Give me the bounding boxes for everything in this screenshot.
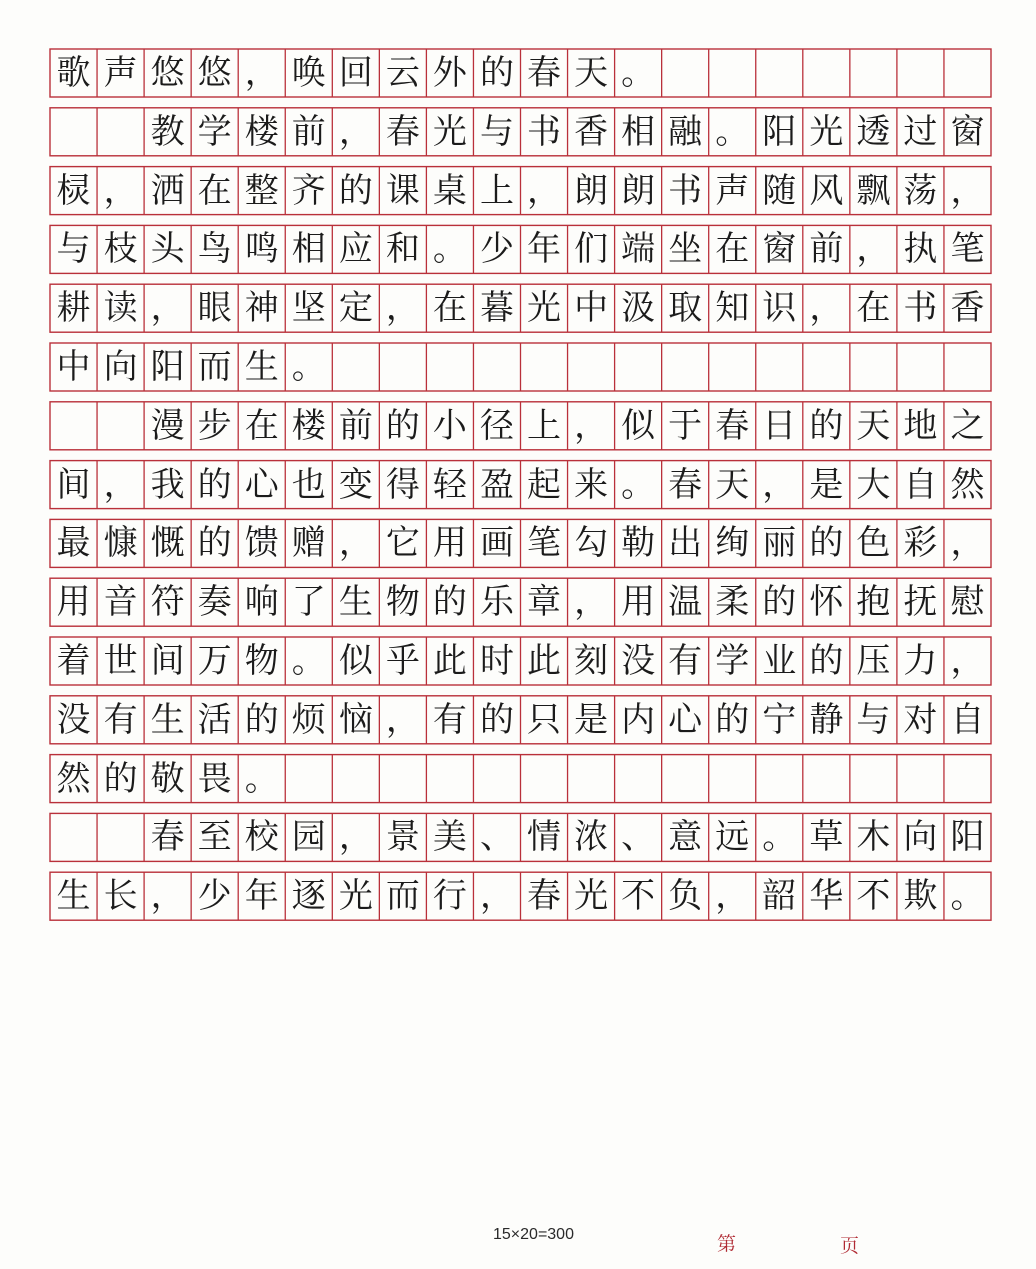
- essay-char: 它: [385, 523, 420, 564]
- essay-char: 的: [244, 699, 279, 740]
- essay-char: 色: [856, 523, 891, 564]
- essay-char: 小: [432, 405, 467, 446]
- essay-char: 刻: [574, 641, 609, 681]
- essay-char: 此: [527, 641, 562, 681]
- essay-char: 窗: [950, 111, 985, 152]
- essay-char: 在: [197, 170, 232, 211]
- essay-char: 光: [338, 876, 373, 917]
- essay-char: 来: [574, 464, 609, 505]
- essay-char: 奏: [197, 582, 232, 623]
- essay-char: 不: [856, 876, 891, 917]
- essay-char: 也: [291, 464, 326, 505]
- essay-char: 唤: [291, 53, 326, 93]
- essay-char: 取: [668, 288, 703, 329]
- essay-char: 与: [56, 229, 91, 270]
- essay-char: 物: [244, 641, 279, 681]
- essay-char: 变: [338, 464, 373, 505]
- essay-char: 于: [668, 405, 703, 446]
- essay-char: 画: [479, 523, 514, 564]
- essay-char: 风: [809, 170, 844, 211]
- essay-char: ，: [103, 170, 138, 211]
- essay-char: 校: [244, 817, 279, 858]
- essay-char: 眼: [197, 288, 232, 329]
- essay-char: 坚: [291, 288, 326, 329]
- essay-char: 欺: [903, 876, 938, 917]
- essay-char: 端: [621, 229, 656, 270]
- essay-char: 学: [715, 641, 750, 681]
- essay-char: 馈: [244, 523, 279, 564]
- essay-char: 春: [385, 111, 420, 152]
- essay-char: 、: [479, 817, 514, 858]
- essay-char: 没: [621, 641, 656, 681]
- essay-char: 的: [385, 405, 420, 446]
- essay-char: 勾: [574, 523, 609, 564]
- essay-char: 的: [479, 699, 514, 740]
- essay-char: 时: [479, 641, 514, 681]
- essay-char: 。: [621, 464, 656, 505]
- essay-char: 物: [385, 582, 420, 623]
- essay-char: 盈: [479, 464, 514, 505]
- essay-char: 是: [574, 699, 609, 740]
- essay-char: 有: [432, 699, 467, 740]
- page-label-suffix: 页: [840, 1236, 860, 1257]
- essay-char: 汲: [621, 288, 656, 329]
- essay-char: 的: [809, 405, 844, 446]
- essay-char: 轻: [432, 464, 467, 505]
- essay-char: 漫: [150, 405, 185, 446]
- essay-char: 美: [432, 817, 467, 858]
- essay-char: 力: [903, 641, 938, 681]
- essay-char: 相: [621, 111, 656, 152]
- essay-char: 最: [56, 523, 91, 564]
- essay-char: 自: [950, 699, 985, 740]
- essay-char: 歌: [56, 53, 91, 93]
- essay-char: 春: [150, 817, 185, 858]
- essay-char: 阳: [762, 111, 797, 152]
- essay-char: 飘: [856, 170, 891, 211]
- essay-char: 透: [856, 111, 891, 152]
- essay-char: 用: [621, 582, 656, 623]
- grid-spec-label: 15×20=300: [493, 1226, 574, 1243]
- essay-char: 间: [56, 464, 91, 505]
- essay-char: 天: [856, 405, 891, 446]
- essay-char: 悠: [197, 53, 232, 93]
- essay-char: 。: [291, 347, 326, 387]
- essay-char: 书: [903, 288, 938, 329]
- essay-char: ，: [338, 111, 373, 152]
- essay-char: 意: [668, 817, 703, 858]
- essay-char: 香: [574, 111, 609, 152]
- essay-char: 齐: [291, 170, 326, 211]
- essay-char: 乐: [479, 582, 514, 623]
- essay-char: 天: [574, 53, 609, 93]
- essay-char: [98, 814, 144, 860]
- essay-char: 识: [762, 288, 797, 329]
- essay-char: 的: [809, 641, 844, 681]
- essay-char: 用: [56, 582, 91, 623]
- essay-char: 着: [56, 641, 91, 681]
- essay-char: 洒: [150, 170, 185, 211]
- essay-char: 枝: [103, 229, 138, 270]
- essay-char: 活: [197, 699, 232, 740]
- essay-char: 与: [856, 699, 891, 740]
- essay-char: [51, 814, 97, 860]
- essay-char: 浓: [574, 817, 609, 858]
- essay-char: 外: [432, 53, 467, 93]
- essay-char: 少: [197, 876, 232, 917]
- essay-char: 敬: [150, 758, 185, 799]
- essay-char: 春: [668, 464, 703, 505]
- essay-char: 符: [150, 582, 185, 623]
- essay-char: 日: [762, 405, 797, 446]
- essay-char: 在: [244, 405, 279, 446]
- essay-char: 径: [479, 405, 514, 446]
- essay-char: ，: [715, 876, 750, 917]
- essay-char: 恼: [338, 699, 373, 740]
- essay-char: ，: [574, 405, 609, 446]
- essay-char: 有: [668, 641, 703, 681]
- essay-char: 暮: [479, 288, 514, 329]
- essay-char: 畏: [197, 758, 232, 799]
- essay-char: 柔: [715, 582, 750, 623]
- essay-char: 韶: [762, 876, 797, 917]
- essay-char: 木: [856, 817, 891, 858]
- essay-char: 内: [621, 699, 656, 740]
- essay-char: 彩: [903, 523, 938, 564]
- essay-char: 心: [244, 464, 279, 505]
- essay-char: 压: [856, 641, 891, 681]
- essay-char: ，: [338, 817, 373, 858]
- essay-char: 而: [197, 347, 232, 387]
- essay-char: 书: [527, 111, 562, 152]
- essay-char: [98, 109, 144, 155]
- essay-char: 绚: [715, 523, 750, 564]
- essay-char: 悠: [150, 53, 185, 93]
- essay-char: 赠: [291, 523, 326, 564]
- essay-char: 间: [150, 641, 185, 681]
- essay-char: 此: [432, 641, 467, 681]
- essay-char: 回: [338, 53, 373, 93]
- essay-char: 春: [527, 876, 562, 917]
- essay-char: 景: [385, 817, 420, 858]
- essay-char: 温: [668, 582, 703, 623]
- essay-char: 勒: [621, 523, 656, 564]
- essay-char: 抚: [903, 582, 938, 623]
- essay-char: 头: [150, 229, 185, 270]
- essay-char: 似: [338, 641, 373, 681]
- essay-char: 然: [950, 464, 985, 505]
- essay-char: 而: [385, 876, 420, 917]
- essay-char: 阳: [950, 817, 985, 858]
- essay-char: 声: [103, 53, 138, 93]
- essay-char: ，: [950, 170, 985, 211]
- essay-char: 。: [291, 641, 326, 681]
- essay-char: 的: [197, 523, 232, 564]
- essay-char: ，: [150, 288, 185, 329]
- essay-char: 慰: [950, 582, 985, 623]
- essay-char: 响: [244, 582, 279, 623]
- essay-char: 桌: [432, 170, 467, 211]
- essay-char: 逐: [291, 876, 326, 917]
- essay-char: 上: [479, 170, 514, 211]
- essay-char: 和: [385, 229, 420, 270]
- essay-char: 光: [574, 876, 609, 917]
- essay-char: 前: [809, 229, 844, 270]
- essay-char: ，: [527, 170, 562, 211]
- essay-char: 音: [103, 582, 138, 623]
- essay-char: 鸟: [197, 229, 232, 270]
- essay-char: 香: [950, 288, 985, 329]
- essay-char: 起: [527, 464, 562, 505]
- essay-char: 学: [197, 111, 232, 152]
- essay-char: 。: [432, 229, 467, 270]
- essay-char: 年: [527, 229, 562, 270]
- essay-char: 了: [291, 582, 326, 623]
- essay-char: 、: [621, 817, 656, 858]
- essay-char: 慨: [150, 523, 185, 564]
- essay-char: 有: [103, 699, 138, 740]
- essay-char: 在: [432, 288, 467, 329]
- essay-char: 光: [527, 288, 562, 329]
- essay-char: ，: [950, 641, 985, 681]
- essay-char: 楼: [244, 111, 279, 152]
- essay-char: 的: [762, 582, 797, 623]
- essay-char: 耕: [56, 288, 91, 329]
- essay-char: 与: [479, 111, 514, 152]
- essay-char: ，: [809, 288, 844, 329]
- essay-char: 。: [244, 758, 279, 799]
- essay-char: 过: [903, 111, 938, 152]
- essay-char: 宁: [762, 699, 797, 740]
- essay-char: 向: [903, 817, 938, 858]
- essay-char: 笔: [527, 523, 562, 564]
- essay-char: 在: [856, 288, 891, 329]
- essay-char: 出: [668, 523, 703, 564]
- essay-char: 对: [903, 699, 938, 740]
- essay-char: 远: [715, 817, 750, 858]
- essay-char: ，: [103, 464, 138, 505]
- essay-char: 业: [762, 641, 797, 681]
- essay-char: [98, 403, 144, 449]
- essay-char: 的: [103, 758, 138, 799]
- essay-char: 整: [244, 170, 279, 211]
- essay-char: 中: [574, 288, 609, 329]
- essay-char: 。: [950, 876, 985, 917]
- essay-char: 。: [762, 817, 797, 858]
- essay-char: 慷: [103, 523, 138, 564]
- essay-char: 春: [527, 53, 562, 93]
- essay-char: 乎: [385, 641, 420, 681]
- essay-char: 在: [715, 229, 750, 270]
- essay-char: 万: [197, 641, 232, 681]
- essay-char: 。: [621, 53, 656, 93]
- essay-char: 读: [103, 288, 138, 329]
- essay-char: ，: [950, 523, 985, 564]
- essay-char: 前: [338, 405, 373, 446]
- essay-char: 怀: [809, 582, 844, 623]
- essay-char: 至: [197, 817, 232, 858]
- essay-char: 情: [527, 817, 562, 858]
- essay-char: 丽: [762, 523, 797, 564]
- essay-char: 的: [338, 170, 373, 211]
- essay-char: 负: [668, 876, 703, 917]
- essay-char: ，: [385, 699, 420, 740]
- essay-char: 朗: [621, 170, 656, 211]
- essay-char: 年: [244, 876, 279, 917]
- essay-char: 执: [903, 229, 938, 270]
- essay-char: 是: [809, 464, 844, 505]
- essay-char: ，: [479, 876, 514, 917]
- essay-char: ，: [762, 464, 797, 505]
- essay-char: 们: [574, 229, 609, 270]
- essay-char: 地: [903, 405, 938, 446]
- essay-char: 天: [715, 464, 750, 505]
- essay-char: 春: [715, 405, 750, 446]
- essay-char: 少: [479, 229, 514, 270]
- essay-char: 知: [715, 288, 750, 329]
- essay-char: 窗: [762, 229, 797, 270]
- essay-char: 阳: [150, 347, 185, 387]
- essay-char: 的: [479, 53, 514, 93]
- essay-char: 烦: [291, 699, 326, 740]
- essay-char: 只: [527, 699, 562, 740]
- essay-char: ，: [385, 288, 420, 329]
- essay-char: 。: [715, 111, 750, 152]
- essay-char: 得: [385, 464, 420, 505]
- essay-char: ，: [244, 53, 279, 93]
- essay-char: 行: [432, 876, 467, 917]
- essay-char: 长: [103, 876, 138, 917]
- essay-char: 华: [809, 876, 844, 917]
- essay-char: 世: [103, 641, 138, 681]
- essay-char: 课: [385, 170, 420, 211]
- essay-char: 鸣: [244, 229, 279, 270]
- essay-char: 的: [809, 523, 844, 564]
- essay-char: 神: [244, 288, 279, 329]
- essay-char: 不: [621, 876, 656, 917]
- essay-char: 生: [338, 582, 373, 623]
- essay-char: [51, 109, 97, 155]
- essay-char: 上: [527, 405, 562, 446]
- page-label-prefix: 第: [717, 1234, 737, 1255]
- essay-char: 教: [150, 111, 185, 152]
- essay-char: 融: [668, 111, 703, 152]
- essay-char: ，: [150, 876, 185, 917]
- essay-char: 草: [809, 817, 844, 858]
- essay-char: 生: [244, 347, 279, 387]
- essay-char: 光: [432, 111, 467, 152]
- essay-char: 园: [291, 817, 326, 858]
- essay-char: 向: [103, 347, 138, 387]
- essay-char: ，: [574, 582, 609, 623]
- essay-char: 云: [385, 53, 420, 93]
- essay-char: 我: [150, 464, 185, 505]
- essay-char: 光: [809, 111, 844, 152]
- essay-char: 似: [621, 405, 656, 446]
- essay-char: 自: [903, 464, 938, 505]
- essay-char: 声: [715, 170, 750, 211]
- essay-char: 步: [197, 405, 232, 446]
- essay-char: 然: [56, 758, 91, 799]
- essay-char: [51, 403, 97, 449]
- essay-char: 用: [432, 523, 467, 564]
- essay-char: 心: [668, 699, 703, 740]
- essay-char: 笔: [950, 229, 985, 270]
- essay-char: 之: [950, 405, 985, 446]
- essay-char: 没: [56, 699, 91, 740]
- essay-char: 朗: [574, 170, 609, 211]
- essay-char: 抱: [856, 582, 891, 623]
- essay-char: 的: [432, 582, 467, 623]
- essay-char: 生: [150, 699, 185, 740]
- essay-char: 坐: [668, 229, 703, 270]
- essay-char: ，: [856, 229, 891, 270]
- essay-char: 书: [668, 170, 703, 211]
- essay-char: 生: [56, 876, 91, 917]
- essay-char: 章: [527, 582, 562, 623]
- essay-char: 相: [291, 229, 326, 270]
- essay-char: 随: [762, 170, 797, 211]
- essay-char: 应: [338, 229, 373, 270]
- essay-char: 前: [291, 111, 326, 152]
- essay-char: 的: [715, 699, 750, 740]
- essay-char: 中: [56, 347, 91, 387]
- essay-char: 的: [197, 464, 232, 505]
- essay-char: 定: [338, 288, 373, 329]
- essay-char: 大: [856, 464, 891, 505]
- essay-char: 楼: [291, 405, 326, 446]
- essay-char: ，: [338, 523, 373, 564]
- essay-char: 棂: [56, 170, 91, 211]
- essay-char: 静: [809, 699, 844, 740]
- essay-char: 荡: [903, 170, 938, 211]
